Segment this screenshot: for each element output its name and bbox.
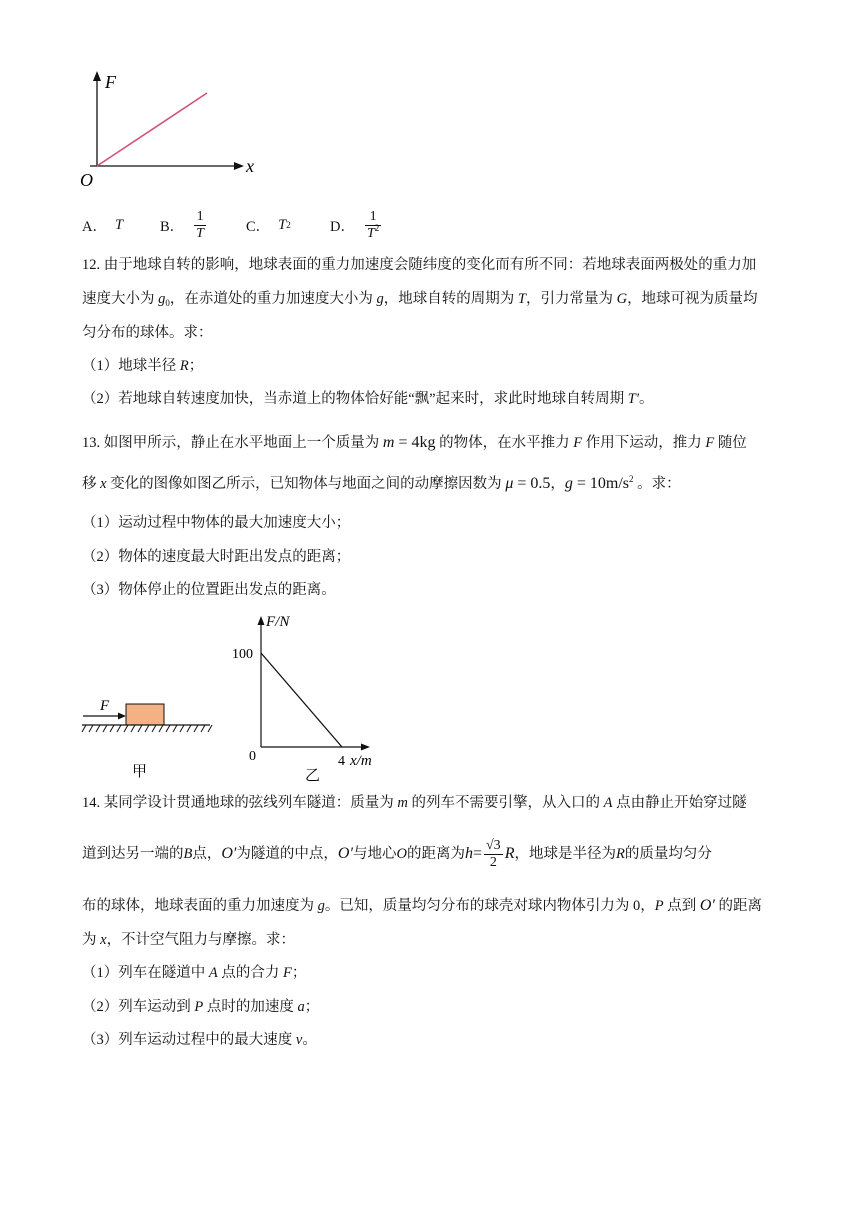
option-c[interactable]: C． T 2 [246, 216, 291, 235]
q13-sub-3: （3）物体停止的位置距出发点的距离。 [82, 582, 336, 598]
figure-yi-caption: 乙 [305, 768, 321, 784]
force-label: F [100, 698, 110, 714]
figure-jia [80, 692, 220, 782]
q12-line-3: 匀分布的球体。求： [82, 325, 213, 341]
q13-line-2: 移 x 变化的图像如图乙所示，已知物体与地面之间的动摩擦因数为 μ = 0.5，$g = 10m/s^2$ 。求： [82, 474, 681, 492]
option-b-fraction: $\frac{1}{T}$ [196, 208, 204, 241]
figure-yi [228, 608, 388, 784]
q14-sub-3: （3）列车运动过程中的最大速度 v。 [82, 1032, 317, 1048]
q12-sub-1: （1）地球半径 R； [82, 358, 204, 374]
q14-sub-2: （2）列车运动到 P 点时的加速度 a； [82, 999, 320, 1015]
y-axis-arrow-icon [93, 71, 101, 81]
option-b[interactable]: B． $\frac{1}{T}$ [160, 208, 204, 241]
q14-line-4: 为 x，不计空气阻力与摩擦。求： [82, 932, 296, 948]
x-axis-label: x [246, 156, 254, 176]
y-axis-label: F [105, 72, 116, 92]
yi-y-axis-label: F/N [266, 614, 290, 630]
option-d-fraction: $\frac{1}{T^2}$ [366, 208, 380, 241]
q12-line-2: 速度大小为 $g_0$，在赤道处的重力加速度大小为 g，地球自转的周期为 T，引力常量为 G，地球可视为质量均 [82, 291, 758, 308]
h-fraction: $\frac{√3}{2}$ [486, 837, 501, 870]
ground-hatching [82, 725, 212, 732]
graph-line [97, 93, 207, 166]
yi-origin: 0 [249, 749, 256, 764]
q12-line-1: 12. 由于地球自转的影响，地球表面的重力加速度会随纬度的变化而有所不同：若地球表面两极处的重力加 [82, 257, 757, 273]
figure-jia-caption: 甲 [132, 764, 148, 780]
origin-label: O [80, 170, 93, 190]
q12-sub-2: （2）若地球自转速度加快，当赤道上的物体恰好能“飘”起来时，求此时地球自转周期 T′。 [82, 391, 654, 407]
yi-x-axis-arrow-icon [361, 744, 370, 751]
q14-line-2: 道到达另一端的 B 点， O′ 为隧道的中点， O′ 与地心 O 的距离为 h = $\frac{√3}{2}$ R ，地球是半径为 R 的质量均匀分 [82, 837, 712, 870]
q14-sub-1: （1）列车在隧道中 A 点的合力 F； [82, 965, 307, 981]
q14-line-3: 布的球体，地球表面的重力加速度为 g。已知，质量均匀分布的球壳对球内物体引力为 0，P 点到 O′ 的距离 [82, 897, 763, 914]
yi-graph-line [261, 653, 342, 747]
block [126, 704, 164, 725]
q13-sub-1: （1）运动过程中物体的最大加速度大小； [82, 515, 351, 531]
yi-y-axis-arrow-icon [258, 616, 265, 625]
f-x-graph [76, 68, 266, 192]
option-d[interactable]: D． $\frac{1}{T^2}$ [330, 208, 380, 241]
x-axis-arrow-icon [234, 162, 244, 170]
yi-x-tick-4: 4 [338, 754, 345, 769]
yi-y-tick-100: 100 [232, 647, 253, 662]
option-a[interactable]: A． T [82, 216, 124, 235]
q13-sub-2: （2）物体的速度最大时距出发点的距离； [82, 549, 351, 565]
force-arrow-head-icon [118, 713, 126, 720]
q14-line-1: 14. 某同学设计贯通地球的弦线列车隧道：质量为 m 的列车不需要引擎，从入口的 A 点由静止开始穿过隧 [82, 795, 747, 811]
q13-line-1: 13. 如图甲所示，静止在水平地面上一个质量为 m = 4kg 的物体，在水平推力 F 作用下运动，推力 F 随位 [82, 434, 747, 451]
yi-x-axis-label: x/m [350, 753, 372, 769]
